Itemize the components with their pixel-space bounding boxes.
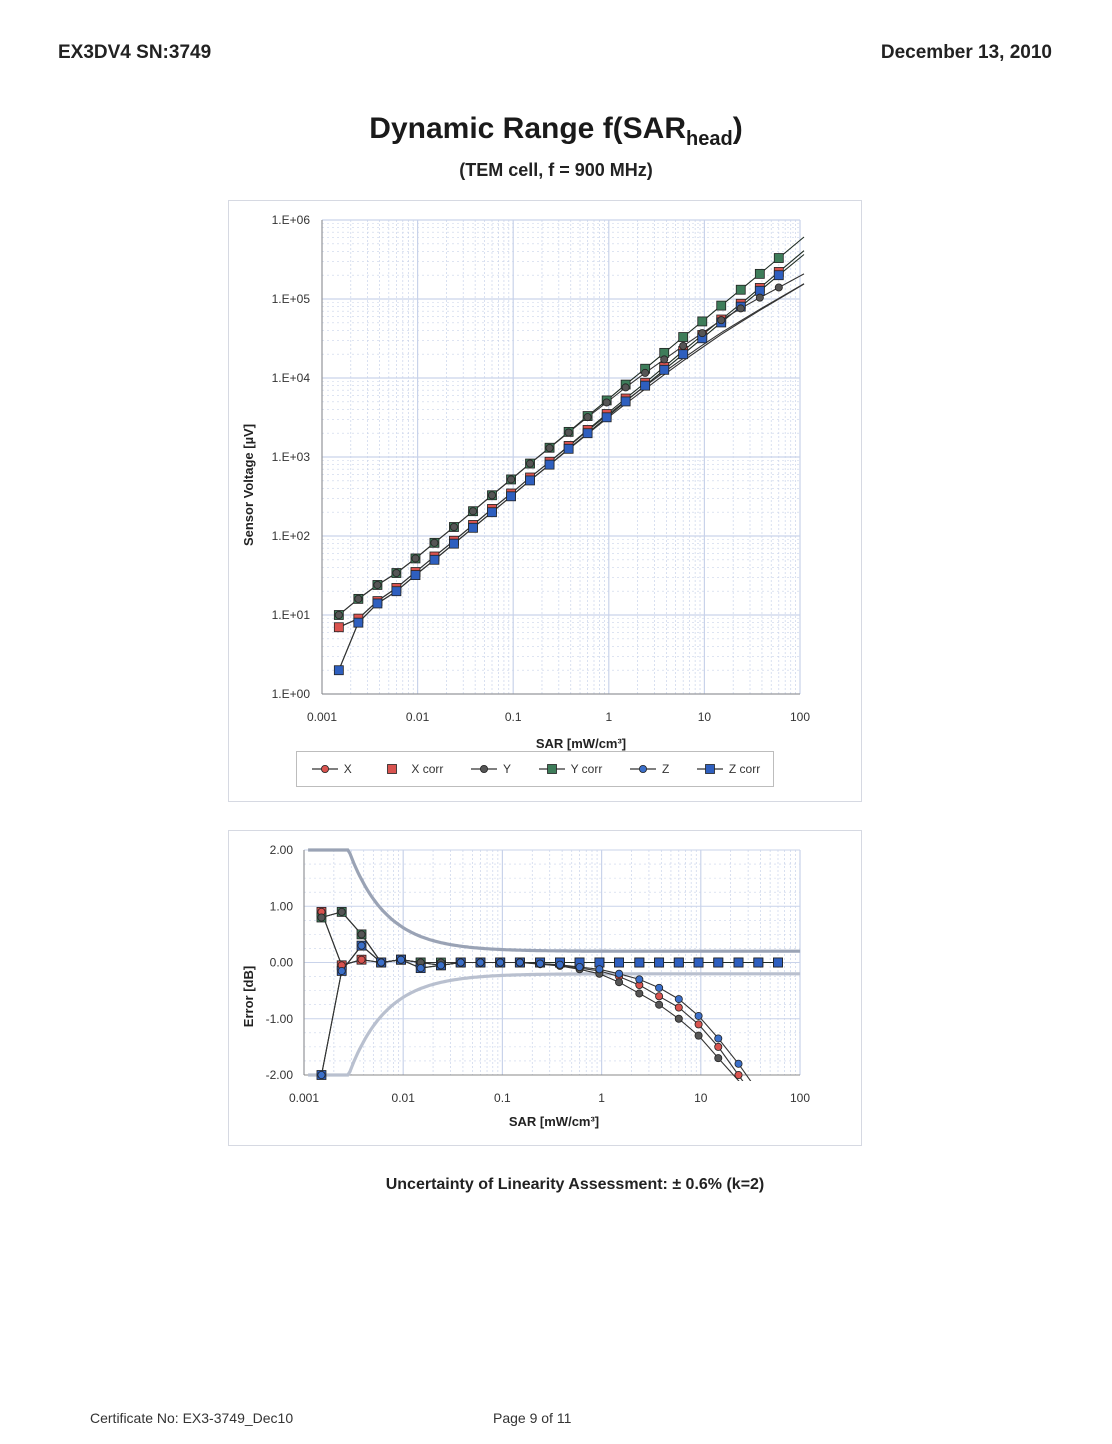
voltage-point-y — [642, 369, 649, 376]
error-point-z — [318, 1071, 325, 1078]
chart-subtitle: (TEM cell, f = 900 MHz) — [459, 160, 653, 180]
voltage-point-y-corr — [698, 317, 707, 326]
error-point-z — [675, 995, 682, 1002]
error-lower-limit-curve — [308, 974, 800, 1075]
voltage-point-z-corr — [621, 397, 630, 406]
error-point-y — [338, 908, 345, 915]
voltage-point-z-corr — [602, 413, 611, 422]
error-y-axis-label: Error [dB] — [241, 965, 256, 1028]
legend-label: Z corr — [728, 762, 761, 776]
voltage-point-z-corr — [373, 599, 382, 608]
error-point-y — [656, 1001, 663, 1008]
error-point-z — [358, 942, 365, 949]
error-point-z — [636, 976, 643, 983]
voltage-y-tick-label: 1.E+04 — [271, 371, 310, 385]
voltage-point-z-corr — [545, 460, 554, 469]
voltage-x-tick-label: 0.01 — [405, 710, 430, 724]
voltage-point-z-corr — [679, 350, 688, 359]
voltage-point-z-corr — [526, 476, 535, 485]
voltage-point-y — [699, 330, 706, 337]
error-x-tick-label: 100 — [789, 1091, 811, 1105]
error-point-z — [437, 962, 444, 969]
error-point-z-corr — [754, 958, 763, 967]
voltage-point-z-corr — [774, 271, 783, 280]
error-y-tick-label: 1.00 — [269, 899, 293, 914]
error-point-y — [636, 990, 643, 997]
voltage-point-z-corr — [507, 492, 516, 501]
voltage-point-y — [584, 413, 591, 420]
error-upper-limit-curve — [308, 850, 800, 951]
voltage-point-y — [718, 317, 725, 324]
voltage-x-tick-label: 1 — [605, 710, 613, 724]
error-point-z-corr — [635, 958, 644, 967]
legend-item-z — [628, 762, 669, 776]
error-series-y-line — [322, 912, 779, 1131]
error-point-z — [497, 959, 504, 966]
voltage-point-y — [680, 342, 687, 349]
error-x-tick-label: 1 — [598, 1091, 605, 1105]
error-point-y — [675, 1015, 682, 1022]
error-point-z-corr — [674, 958, 683, 967]
legend-label: Y — [502, 762, 511, 776]
voltage-point-y — [431, 539, 438, 546]
error-point-z — [397, 956, 404, 963]
voltage-point-z-corr — [411, 571, 420, 580]
legend-label: X — [343, 762, 352, 776]
error-point-y — [695, 1032, 702, 1039]
voltage-point-y-corr — [679, 333, 688, 342]
error-point-z — [556, 961, 563, 968]
error-point-z — [695, 1012, 702, 1019]
chart-title-main: Dynamic Range f(SAR — [369, 112, 687, 145]
voltage-point-y — [546, 444, 553, 451]
document-date: December 13, 2010 — [880, 42, 1052, 63]
voltage-point-z-corr — [641, 381, 650, 390]
voltage-point-z-corr — [430, 555, 439, 564]
voltage-x-tick-label: 10 — [697, 710, 712, 724]
voltage-x-tick-label: 0.001 — [306, 710, 338, 724]
legend-swatch — [628, 763, 658, 775]
document-id: EX3DV4 SN:3749 — [58, 42, 212, 63]
error-point-y — [358, 931, 365, 938]
voltage-point-y — [661, 356, 668, 363]
voltage-point-y — [335, 611, 342, 618]
voltage-point-z-corr — [660, 365, 669, 374]
voltage-point-y — [469, 508, 476, 515]
voltage-y-axis-label: Sensor Voltage [µV] — [241, 423, 256, 547]
voltage-point-y — [756, 294, 763, 301]
legend-swatch — [537, 763, 567, 775]
voltage-point-y-corr — [736, 285, 745, 294]
error-point-z — [615, 970, 622, 977]
voltage-point-y — [737, 305, 744, 312]
voltage-point-y — [355, 595, 362, 602]
legend-item-z-corr — [695, 762, 760, 776]
certificate-number: Certificate No: EX3-3749_Dec10 — [90, 1410, 294, 1426]
legend-item-x-corr — [377, 762, 443, 776]
voltage-point-z-corr — [354, 618, 363, 627]
legend-item-x — [310, 762, 352, 776]
error-y-tick-label: -1.00 — [265, 1011, 293, 1026]
voltage-point-y — [526, 460, 533, 467]
voltage-point-z-corr — [583, 429, 592, 438]
error-point-z — [596, 966, 603, 973]
chart-title-close: ) — [732, 112, 743, 145]
error-point-z — [477, 959, 484, 966]
error-point-y — [318, 914, 325, 921]
voltage-point-y-corr — [774, 254, 783, 263]
voltage-point-y — [488, 492, 495, 499]
error-x-tick-label: 0.1 — [494, 1091, 511, 1105]
legend-item-y — [469, 762, 511, 776]
error-point-z — [656, 984, 663, 991]
legend-swatch — [695, 763, 725, 775]
error-point-x — [675, 1004, 682, 1011]
error-point-z — [537, 960, 544, 967]
voltage-point-y — [450, 523, 457, 530]
voltage-y-tick-label: 1.E+03 — [271, 450, 310, 464]
voltage-grid — [322, 220, 800, 694]
legend-label: Y corr — [570, 762, 603, 776]
voltage-point-y-corr — [717, 301, 726, 310]
voltage-point-z-corr — [469, 523, 478, 532]
chart-legend — [296, 751, 774, 787]
voltage-point-y — [565, 429, 572, 436]
error-y-tick-label: 2.00 — [269, 843, 293, 857]
voltage-point-x-corr — [334, 623, 343, 632]
error-point-z — [378, 959, 385, 966]
error-point-z — [735, 1060, 742, 1067]
error-point-y — [615, 979, 622, 986]
voltage-point-z-corr — [487, 508, 496, 517]
error-y-tick-label: 0.00 — [269, 955, 293, 970]
voltage-point-z-corr — [564, 444, 573, 453]
error-point-x — [656, 993, 663, 1000]
error-point-x — [695, 1021, 702, 1028]
voltage-point-z-corr — [449, 539, 458, 548]
voltage-point-y — [603, 399, 610, 406]
error-point-z-corr — [734, 958, 743, 967]
error-point-z — [417, 965, 424, 972]
voltage-x-axis-label: SAR [mW/cm³] — [535, 736, 627, 751]
error-point-z — [516, 959, 523, 966]
error-point-x — [715, 1043, 722, 1050]
legend-item-y-corr — [537, 762, 603, 776]
error-point-z-corr — [655, 958, 664, 967]
voltage-y-tick-label: 1.E+01 — [271, 608, 310, 622]
error-point-z — [457, 959, 464, 966]
error-point-z-corr — [694, 958, 703, 967]
error-point-z — [338, 967, 345, 974]
legend-label: X corr — [411, 762, 444, 776]
chart-title-subscript: head — [686, 128, 733, 150]
error-point-z — [715, 1035, 722, 1042]
voltage-point-z-corr — [392, 587, 401, 596]
error-series-x-line — [322, 912, 779, 1131]
error-y-tick-label: -2.00 — [265, 1068, 293, 1082]
error-x-tick-label: 10 — [694, 1091, 708, 1105]
voltage-y-tick-label: 1.E+00 — [271, 687, 310, 701]
error-point-z-corr — [773, 958, 782, 967]
voltage-x-tick-label: 0.1 — [504, 710, 522, 724]
error-point-x — [735, 1071, 742, 1078]
voltage-point-y — [775, 284, 782, 291]
page-number: Page 9 of 11 — [493, 1410, 572, 1426]
voltage-point-y-corr — [755, 269, 764, 278]
error-x-axis-label: SAR [mW/cm³] — [508, 1114, 600, 1129]
voltage-y-tick-label: 1.E+02 — [271, 529, 310, 543]
voltage-point-y — [622, 384, 629, 391]
voltage-point-y — [412, 555, 419, 562]
legend-swatch — [377, 763, 407, 775]
voltage-point-y — [393, 569, 400, 576]
voltage-point-y — [507, 476, 514, 483]
error-point-z-corr — [615, 958, 624, 967]
voltage-y-tick-label: 1.E+06 — [271, 213, 310, 227]
error-point-z-corr — [714, 958, 723, 967]
voltage-y-tick-label: 1.E+05 — [271, 292, 310, 306]
error-x-tick-label: 0.001 — [288, 1091, 320, 1105]
voltage-point-y — [374, 581, 381, 588]
uncertainty-note: Uncertainty of Linearity Assessment: ± 0.6% (k=2) — [385, 1176, 765, 1193]
legend-label: Z — [661, 762, 670, 776]
legend-swatch — [310, 763, 340, 775]
error-point-y — [715, 1055, 722, 1062]
voltage-point-z-corr — [334, 666, 343, 675]
legend-swatch — [469, 763, 499, 775]
error-point-x — [358, 956, 365, 963]
error-point-z — [576, 963, 583, 970]
voltage-x-tick-label: 100 — [789, 710, 811, 724]
error-x-tick-label: 0.01 — [391, 1091, 415, 1105]
